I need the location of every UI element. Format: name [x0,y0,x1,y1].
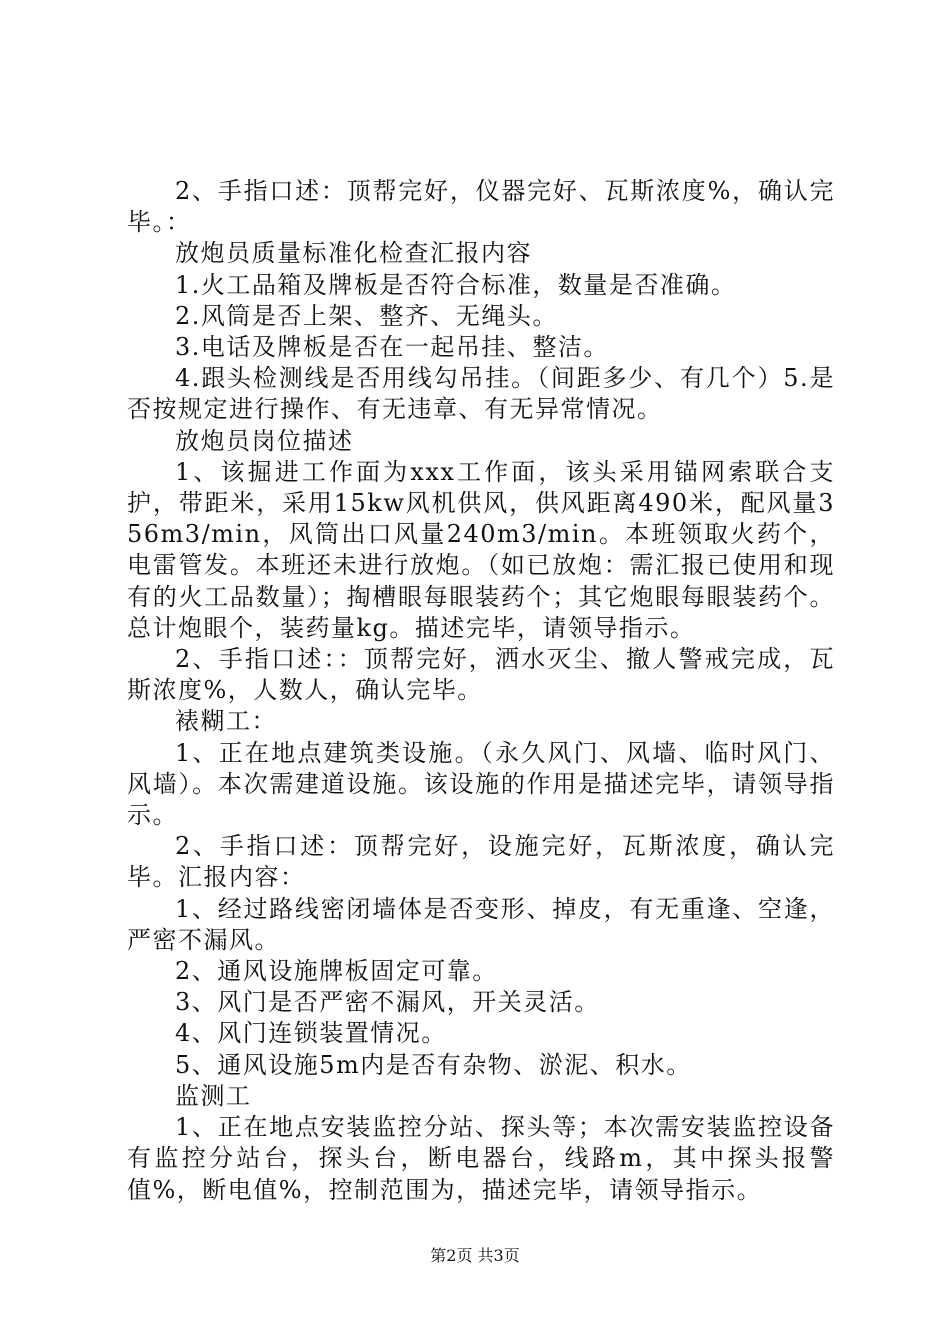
paragraph: 2、手指口述：：顶帮完好，洒水灭尘、撤人警戒完成，瓦斯浓度%，人数人，确认完毕。 [127,645,835,705]
section-heading: 裱糊工： [175,707,277,736]
paragraph: 2、手指口述：顶帮完好，设施完好，瓦斯浓度，确认完毕。汇报内容： [127,832,835,892]
paragraph: 5、通风设施5m内是否有杂物、淤泥、积水。 [175,1050,692,1079]
paragraph: 2.风筒是否上架、整齐、无绳头。 [175,301,558,330]
page-number-footer: 第2页 共3页 [430,1246,520,1265]
paragraph: 1、正在地点安装监控分站、探头等；本次需安装监控设备有监控分站台，探头台，断电器台，线路m，其中探头报警值%，断电值%，控制范围为，描述完毕，请领导指示。 [127,1113,835,1204]
paragraph: 1、该掘进工作面为xxx工作面，该头采用锚网索联合支护，带距米，采用15kw风机供风，供风距离490米，配风量356m3/min，风筒出口风量240m3/min。本班领取火药个，电雷管发。本班还未进行放炮。（如已放炮：需汇报已使用和现有的火工品数量）；掏槽眼每眼装药个；其它炮眼每眼装药个。总计炮眼个，装药量kg。描述完毕，请领导指示。 [127,457,835,642]
document-body [127,176,835,1206]
paragraph: 1、正在地点建筑类设施。（永久风门、风墙、临时风门、风墙）。本次需建道设施。该设施的作用是描述完毕，请领导指示。 [127,738,835,830]
paragraph: 2、通风设施牌板固定可靠。 [175,957,498,986]
section-heading: 放炮员质量标准化检查汇报内容 [175,239,532,268]
section-heading: 放炮员岗位描述 [175,426,354,455]
section-heading: 监测工 [175,1081,252,1110]
paragraph: 1.火工品箱及牌板是否符合标准，数量是否准确。 [175,270,737,299]
paragraph: 4、风门连锁装置情况。 [175,1019,447,1048]
paragraph: 4.跟头检测线是否用线勾吊挂。（间距多少、有几个）5.是否按规定进行操作、有无违章、有无异常情况。 [127,364,835,424]
paragraph: 2、手指口述：顶帮完好，仪器完好、瓦斯浓度%，确认完毕。： [127,177,835,237]
paragraph: 3.电话及牌板是否在一起吊挂、整洁。 [175,333,609,362]
paragraph: 3、风门是否严密不漏风，开关灵活。 [175,988,600,1017]
paragraph: 1、经过路线密闭墙体是否变形、掉皮，有无重逢、空逢，严密不漏风。 [127,894,835,954]
